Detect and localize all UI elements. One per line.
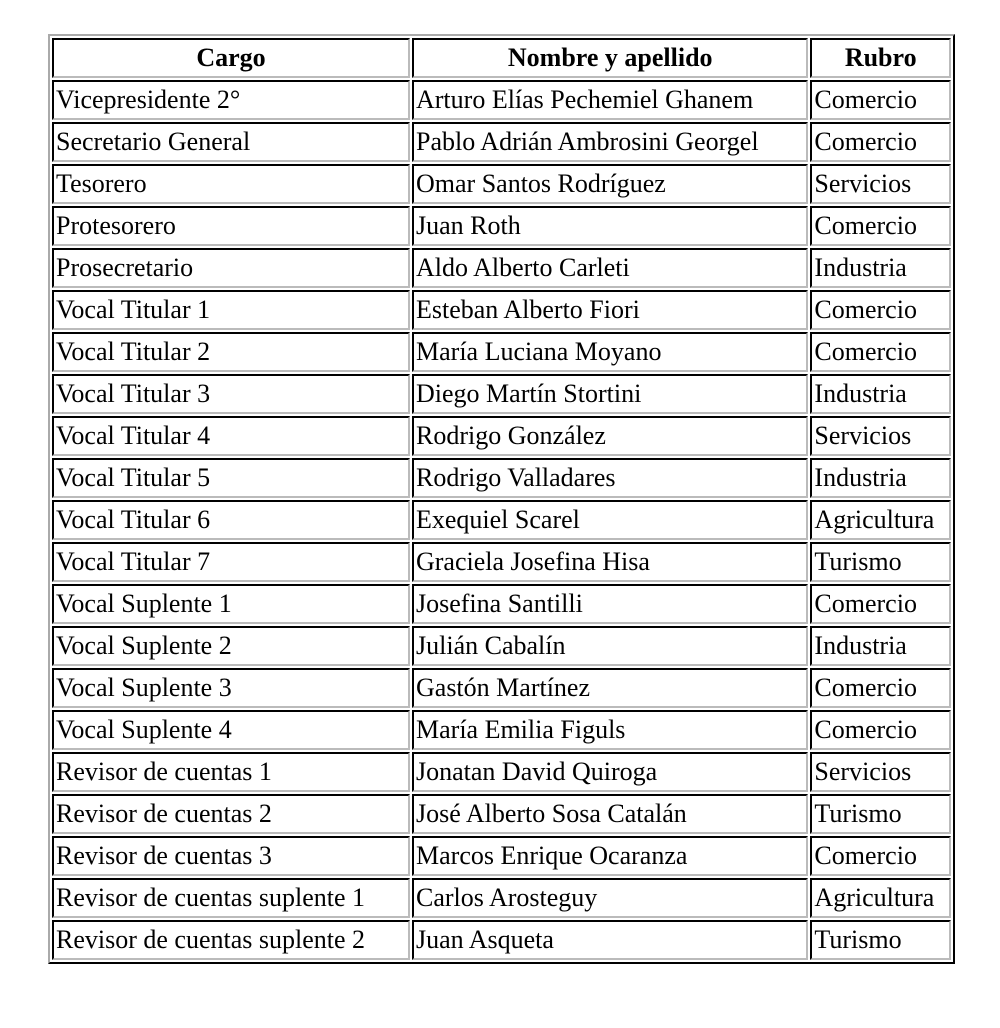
- cell-rubro: Comercio: [810, 710, 951, 750]
- roster-table: [48, 34, 955, 964]
- cell-rubro: Comercio: [810, 122, 951, 162]
- cell-nombre: Rodrigo Valladares: [412, 458, 808, 498]
- table-row: [52, 164, 951, 204]
- cell-rubro: Comercio: [810, 584, 951, 624]
- cell-cargo: Prosecretario: [52, 248, 410, 288]
- cell-nombre: Carlos Arosteguy: [412, 878, 808, 918]
- cell-nombre: María Emilia Figuls: [412, 710, 808, 750]
- cell-cargo: Vocal Titular 7: [52, 542, 410, 582]
- cell-nombre: Diego Martín Stortini: [412, 374, 808, 414]
- header-rubro: Rubro: [810, 38, 951, 78]
- cell-nombre: Juan Roth: [412, 206, 808, 246]
- table-row: [52, 920, 951, 960]
- cell-rubro: Comercio: [810, 290, 951, 330]
- cell-rubro: Industria: [810, 248, 951, 288]
- cell-rubro: Agricultura: [810, 500, 951, 540]
- cell-nombre: Marcos Enrique Ocaranza: [412, 836, 808, 876]
- cell-nombre: Graciela Josefina Hisa: [412, 542, 808, 582]
- cell-cargo: Revisor de cuentas suplente 2: [52, 920, 410, 960]
- table-row: [52, 290, 951, 330]
- header-cargo: Cargo: [52, 38, 410, 78]
- cell-rubro: Turismo: [810, 542, 951, 582]
- cell-rubro: Comercio: [810, 80, 951, 120]
- cell-cargo: Secretario General: [52, 122, 410, 162]
- cell-nombre: Julián Cabalín: [412, 626, 808, 666]
- table-row: [52, 836, 951, 876]
- table-row: [52, 668, 951, 708]
- cell-cargo: Revisor de cuentas suplente 1: [52, 878, 410, 918]
- cell-rubro: Comercio: [810, 668, 951, 708]
- cell-nombre: María Luciana Moyano: [412, 332, 808, 372]
- cell-nombre: Jonatan David Quiroga: [412, 752, 808, 792]
- cell-nombre: Rodrigo González: [412, 416, 808, 456]
- cell-rubro: Industria: [810, 458, 951, 498]
- table-row: [52, 80, 951, 120]
- cell-cargo: Vocal Titular 1: [52, 290, 410, 330]
- table-row: [52, 206, 951, 246]
- cell-nombre: Esteban Alberto Fiori: [412, 290, 808, 330]
- table-body: [52, 80, 951, 960]
- cell-rubro: Industria: [810, 374, 951, 414]
- cell-nombre: Juan Asqueta: [412, 920, 808, 960]
- cell-cargo: Revisor de cuentas 3: [52, 836, 410, 876]
- cell-cargo: Tesorero: [52, 164, 410, 204]
- table-row: [52, 752, 951, 792]
- cell-rubro: Turismo: [810, 920, 951, 960]
- cell-rubro: Agricultura: [810, 878, 951, 918]
- table-row: [52, 584, 951, 624]
- cell-nombre: José Alberto Sosa Catalán: [412, 794, 808, 834]
- cell-cargo: Vocal Titular 5: [52, 458, 410, 498]
- table-row: [52, 374, 951, 414]
- cell-rubro: Comercio: [810, 836, 951, 876]
- header-row: [52, 38, 951, 78]
- cell-nombre: Exequiel Scarel: [412, 500, 808, 540]
- header-nombre: Nombre y apellido: [412, 38, 808, 78]
- cell-nombre: Aldo Alberto Carleti: [412, 248, 808, 288]
- table-row: [52, 458, 951, 498]
- cell-nombre: Gastón Martínez: [412, 668, 808, 708]
- cell-cargo: Vocal Titular 3: [52, 374, 410, 414]
- cell-rubro: Industria: [810, 626, 951, 666]
- cell-nombre: Josefina Santilli: [412, 584, 808, 624]
- cell-rubro: Comercio: [810, 332, 951, 372]
- cell-cargo: Revisor de cuentas 2: [52, 794, 410, 834]
- cell-cargo: Vocal Suplente 4: [52, 710, 410, 750]
- table-row: [52, 794, 951, 834]
- table-row: [52, 626, 951, 666]
- cell-cargo: Vocal Titular 2: [52, 332, 410, 372]
- cell-cargo: Revisor de cuentas 1: [52, 752, 410, 792]
- cell-nombre: Arturo Elías Pechemiel Ghanem: [412, 80, 808, 120]
- table-row: [52, 332, 951, 372]
- cell-cargo: Vicepresidente 2°: [52, 80, 410, 120]
- cell-cargo: Vocal Suplente 1: [52, 584, 410, 624]
- cell-cargo: Vocal Suplente 3: [52, 668, 410, 708]
- cell-nombre: Pablo Adrián Ambrosini Georgel: [412, 122, 808, 162]
- cell-rubro: Servicios: [810, 164, 951, 204]
- cell-cargo: Vocal Suplente 2: [52, 626, 410, 666]
- table-row: [52, 710, 951, 750]
- table-row: [52, 248, 951, 288]
- cell-rubro: Servicios: [810, 752, 951, 792]
- cell-rubro: Servicios: [810, 416, 951, 456]
- table-row: [52, 416, 951, 456]
- table-row: [52, 878, 951, 918]
- cell-rubro: Turismo: [810, 794, 951, 834]
- table-header: [52, 38, 951, 78]
- table-row: [52, 500, 951, 540]
- cell-cargo: Vocal Titular 6: [52, 500, 410, 540]
- cell-cargo: Vocal Titular 4: [52, 416, 410, 456]
- cell-cargo: Protesorero: [52, 206, 410, 246]
- cell-nombre: Omar Santos Rodríguez: [412, 164, 808, 204]
- table-row: [52, 122, 951, 162]
- cell-rubro: Comercio: [810, 206, 951, 246]
- table-row: [52, 542, 951, 582]
